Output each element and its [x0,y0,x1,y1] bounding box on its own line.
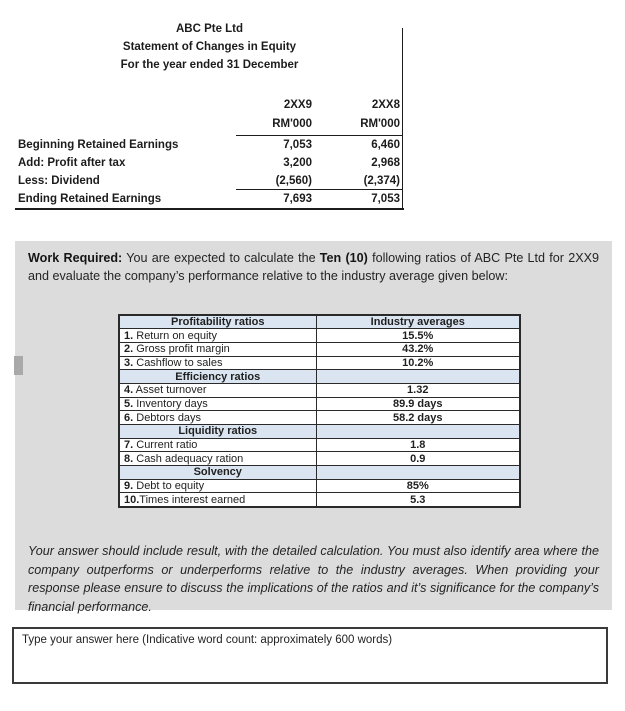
ratio-row: 7. Current ratio 1.8 [119,438,520,452]
ratio-row: Liquidity ratios [119,425,520,439]
ratio-row: Efficiency ratios [119,370,520,384]
ratio-row: Solvency [119,466,520,480]
spreadsheet-column-divider [402,28,403,210]
ratio-row: 4. Asset turnover 1.32 [119,383,520,397]
statement-period: For the year ended 31 December [120,59,299,71]
ratio-row: 2. Gross profit margin 43.2% [119,342,520,356]
ten-ratios-emphasis: Ten (10) [319,251,368,265]
statement-title: Statement of Changes in Equity [122,41,297,53]
unit-label: RM'000 [272,118,312,130]
ratio-row: 9. Debt to equity 85% [119,479,520,493]
statement-unit-row [15,115,404,133]
answer-textbox[interactable] [12,627,608,684]
ratio-row: Profitability ratios Industry averages [119,315,520,329]
statement-row: Add: Profit after tax 3,200 2,968 [18,157,400,169]
ratio-row: 3. Cashflow to sales 10.2% [119,356,520,370]
statement-row: Less: Dividend (2,560) (2,374) [18,175,400,187]
financial-statement [15,20,404,205]
ratio-row: 8. Cash adequacy ration 0.9 [119,452,520,466]
statement-row: Beginning Retained Earnings 7,053 6,460 [18,139,400,151]
ratio-row: 1. Return on equity 15.5% [119,329,520,343]
statement-row: Ending Retained Earnings 7,693 7,053 [18,193,400,205]
unit-label: RM'000 [360,118,400,130]
rule-bottom-total [15,208,404,210]
rule-under-units [236,135,402,136]
ratio-table-body [119,315,520,507]
ratio-row: 10.Times interest earned 5.3 [119,493,520,507]
statement-company-name: ABC Pte Ltd [175,23,244,35]
answer-placeholder: Type your answer here (Indicative word count: approximately 600 words) [22,634,393,646]
year-header-2xx9: 2XX9 [283,99,312,111]
ratio-row: 6. Debtors days 58.2 days [119,411,520,425]
instruction-note: Your answer should include result, with the detailed calculation. You must also identify area where the company outperforms or underperforms relative to the industry averages. When providing your response please ensure to discuss the implications of the ratios and it’s significance for the company’s financial performance. [28,544,599,614]
work-required-paragraph: Work Required: You are expected to calculate the Ten (10) following ratios of ABC Pte Ltd for 2XX9 and evaluate the company’s performance relative to the industry average given below: [28,251,599,283]
ratio-row: 5. Inventory days 89.9 days [119,397,520,411]
year-header-2xx8: 2XX8 [371,99,400,111]
work-required-panel [15,241,612,614]
work-required-label: Work Required: [28,251,123,265]
left-edge-marker [14,356,23,375]
ratio-table [118,314,521,508]
statement-year-headers [15,96,404,114]
statement-rows [15,136,404,208]
rule-above-total [236,189,402,190]
